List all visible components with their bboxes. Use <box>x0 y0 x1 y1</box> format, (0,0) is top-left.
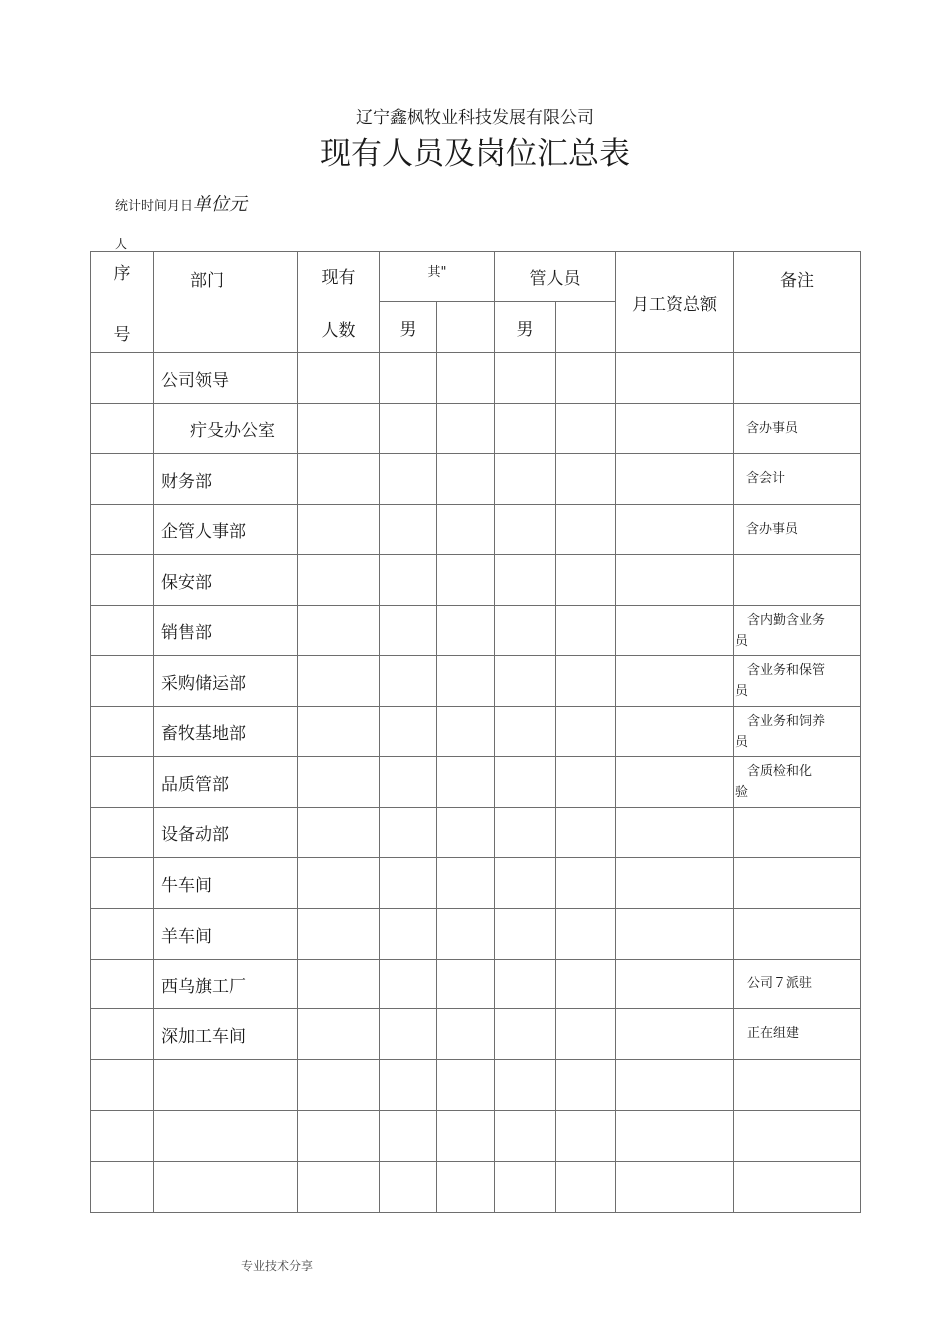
cell-dept: 品质管部 <box>154 757 298 808</box>
cell-dept <box>154 1162 298 1213</box>
cell-value <box>556 404 616 454</box>
cell-dept: 采购储运部 <box>154 656 298 707</box>
cell-value <box>298 1060 380 1111</box>
cell-value <box>556 1111 616 1162</box>
table-row <box>91 404 861 454</box>
cell-value <box>616 353 734 404</box>
table-row <box>91 1060 861 1111</box>
cell-value <box>298 1009 380 1060</box>
cell-dept: 设备动部 <box>154 808 298 858</box>
cell-value <box>437 757 495 808</box>
cell-value <box>298 1111 380 1162</box>
cell-value <box>298 656 380 707</box>
cell-dept: 羊车间 <box>154 909 298 960</box>
cell-value <box>437 505 495 555</box>
cell-value <box>495 505 556 555</box>
cell-value <box>495 757 556 808</box>
cell-remark <box>734 555 861 606</box>
cell-value <box>380 555 437 606</box>
cell-value <box>298 606 380 656</box>
cell-remark <box>734 808 861 858</box>
table-row <box>91 555 861 606</box>
cell-value <box>616 808 734 858</box>
cell-value <box>380 808 437 858</box>
cell-remark: 含办事员 <box>734 505 861 555</box>
cell-value <box>298 808 380 858</box>
cell-value <box>616 404 734 454</box>
cell-dept: 疔殳办公室 <box>154 404 298 454</box>
cell-value <box>437 960 495 1009</box>
cell-value <box>616 858 734 909</box>
staff-summary-table <box>90 251 861 1213</box>
cell-value <box>495 1060 556 1111</box>
cell-value <box>298 858 380 909</box>
cell-seq <box>91 1009 154 1060</box>
remark-line-2: 员 <box>735 684 749 699</box>
cell-dept <box>154 1060 298 1111</box>
cell-seq <box>91 808 154 858</box>
cell-remark: 含会计 <box>734 454 861 505</box>
cell-seq <box>91 1060 154 1111</box>
remark-line-1: 含内勤含业务 <box>747 612 826 628</box>
cell-value <box>616 656 734 707</box>
cell-value <box>380 656 437 707</box>
remark-line-2: 员 <box>735 633 749 649</box>
table-row <box>91 909 861 960</box>
cell-value <box>495 1162 556 1213</box>
header-female-b <box>556 302 616 353</box>
cell-remark <box>734 757 861 808</box>
cell-value <box>495 555 556 606</box>
cell-seq <box>91 353 154 404</box>
cell-value <box>380 858 437 909</box>
cell-value <box>437 606 495 656</box>
cell-dept: 企管人事部 <box>154 505 298 555</box>
table-row <box>91 1111 861 1162</box>
header-mgmt: 管人员 <box>495 252 616 302</box>
cell-value <box>380 707 437 757</box>
cell-remark <box>734 656 861 707</box>
table-row <box>91 505 861 555</box>
cell-value <box>298 1162 380 1213</box>
cell-seq <box>91 858 154 909</box>
cell-value <box>556 555 616 606</box>
table-row <box>91 707 861 757</box>
cell-value <box>616 1060 734 1111</box>
cell-remark <box>734 1162 861 1213</box>
table-row <box>91 1162 861 1213</box>
cell-seq <box>91 656 154 707</box>
cell-value <box>298 353 380 404</box>
cell-remark <box>734 353 861 404</box>
cell-value <box>298 404 380 454</box>
cell-value <box>380 1009 437 1060</box>
cell-dept: 财务部 <box>154 454 298 505</box>
cell-value <box>495 1009 556 1060</box>
cell-value <box>556 960 616 1009</box>
table-row <box>91 960 861 1009</box>
cell-seq <box>91 555 154 606</box>
cell-value <box>556 1060 616 1111</box>
unit-label: 单位元 <box>193 194 248 215</box>
table-row <box>91 808 861 858</box>
cell-seq <box>91 606 154 656</box>
cell-value <box>616 1111 734 1162</box>
cell-value <box>556 1162 616 1213</box>
stat-time-line <box>115 190 247 216</box>
cell-value <box>437 555 495 606</box>
header-row-1 <box>91 252 861 302</box>
cell-value <box>380 404 437 454</box>
cell-value <box>556 757 616 808</box>
remark-line-1: 含质检和化 <box>747 764 813 779</box>
cell-value <box>495 707 556 757</box>
cell-value <box>380 1162 437 1213</box>
cell-value <box>495 353 556 404</box>
cell-value <box>556 656 616 707</box>
cell-seq <box>91 1162 154 1213</box>
table-body <box>91 353 861 1213</box>
cell-value <box>298 960 380 1009</box>
cell-value <box>298 505 380 555</box>
cell-value <box>556 505 616 555</box>
remark-line-2: 员 <box>735 734 749 750</box>
cell-value <box>495 404 556 454</box>
footer-text: 专业技术分享 <box>241 1259 314 1273</box>
cell-value <box>495 454 556 505</box>
cell-value <box>556 707 616 757</box>
cell-value <box>380 1060 437 1111</box>
cell-value <box>495 960 556 1009</box>
table-row <box>91 757 861 808</box>
remark-line-1: 含业务和保管 <box>747 663 826 678</box>
cell-remark <box>734 707 861 757</box>
cell-dept: 保安部 <box>154 555 298 606</box>
cell-value <box>380 757 437 808</box>
unit-person: 人 <box>115 237 128 251</box>
cell-value <box>495 656 556 707</box>
cell-value <box>616 555 734 606</box>
cell-value <box>298 555 380 606</box>
cell-seq <box>91 454 154 505</box>
cell-value <box>437 1009 495 1060</box>
cell-dept: 畜牧基地部 <box>154 707 298 757</box>
cell-value <box>380 353 437 404</box>
cell-value <box>616 1162 734 1213</box>
cell-value <box>556 808 616 858</box>
header-male-b: 男 <box>495 302 556 353</box>
cell-value <box>437 1060 495 1111</box>
cell-value <box>380 505 437 555</box>
cell-value <box>495 808 556 858</box>
cell-seq <box>91 505 154 555</box>
cell-value <box>556 909 616 960</box>
cell-dept: 牛车间 <box>154 858 298 909</box>
cell-value <box>556 1009 616 1060</box>
header-remark: 备注 <box>734 252 861 353</box>
cell-seq <box>91 960 154 1009</box>
cell-value <box>616 757 734 808</box>
cell-value <box>495 858 556 909</box>
cell-remark: 含办事员 <box>734 404 861 454</box>
header-salary: 月工资总额 <box>616 252 734 353</box>
cell-value <box>437 1111 495 1162</box>
cell-value <box>380 606 437 656</box>
header-qi: 其" <box>380 252 495 302</box>
cell-remark <box>734 606 861 656</box>
header-count: 现有 人数 <box>298 252 380 353</box>
table-row <box>91 454 861 505</box>
page-title: 现有人员及岗位汇总表 <box>320 136 630 172</box>
cell-value <box>556 606 616 656</box>
cell-dept <box>154 1111 298 1162</box>
cell-seq <box>91 757 154 808</box>
cell-seq <box>91 909 154 960</box>
cell-seq <box>91 707 154 757</box>
cell-value <box>380 1111 437 1162</box>
table-row <box>91 606 861 656</box>
cell-value <box>437 707 495 757</box>
cell-value <box>616 505 734 555</box>
cell-seq <box>91 1111 154 1162</box>
cell-dept: 西乌旗工厂 <box>154 960 298 1009</box>
remark-line-1: 含业务和饲养 <box>747 713 826 729</box>
cell-value <box>437 909 495 960</box>
cell-value <box>437 1162 495 1213</box>
cell-value <box>616 960 734 1009</box>
cell-value <box>437 656 495 707</box>
cell-value <box>437 858 495 909</box>
table-row <box>91 858 861 909</box>
cell-value <box>495 1111 556 1162</box>
cell-value <box>298 454 380 505</box>
cell-value <box>616 707 734 757</box>
table-row <box>91 1009 861 1060</box>
stat-time-label: 统计时间月日 <box>115 199 194 214</box>
cell-value <box>495 909 556 960</box>
cell-value <box>616 454 734 505</box>
cell-value <box>437 353 495 404</box>
header-seq: 序 号 <box>91 252 154 353</box>
cell-seq <box>91 404 154 454</box>
header-female-a <box>437 302 495 353</box>
cell-value <box>556 454 616 505</box>
remark-line-2: 验 <box>735 785 749 800</box>
cell-remark <box>734 1111 861 1162</box>
cell-value <box>556 353 616 404</box>
cell-value <box>380 909 437 960</box>
cell-value <box>437 404 495 454</box>
cell-value <box>380 454 437 505</box>
cell-dept: 销售部 <box>154 606 298 656</box>
cell-value <box>437 454 495 505</box>
cell-value <box>298 757 380 808</box>
cell-value <box>556 858 616 909</box>
cell-remark: 正在组建 <box>734 1009 861 1060</box>
cell-value <box>616 909 734 960</box>
cell-value <box>298 909 380 960</box>
table-row <box>91 656 861 707</box>
cell-value <box>495 606 556 656</box>
table-row <box>91 353 861 404</box>
cell-dept: 公司领导 <box>154 353 298 404</box>
cell-value <box>437 808 495 858</box>
header-dept: 部门 <box>154 252 298 353</box>
cell-value <box>298 707 380 757</box>
cell-value <box>616 1009 734 1060</box>
cell-remark: 公司７派驻 <box>734 960 861 1009</box>
cell-remark <box>734 1060 861 1111</box>
cell-remark <box>734 858 861 909</box>
cell-dept: 深加工车间 <box>154 1009 298 1060</box>
cell-value <box>616 606 734 656</box>
company-name: 辽宁鑫枫牧业科技发展有限公司 <box>356 108 594 128</box>
cell-remark <box>734 909 861 960</box>
header-male-a: 男 <box>380 302 437 353</box>
cell-value <box>380 960 437 1009</box>
